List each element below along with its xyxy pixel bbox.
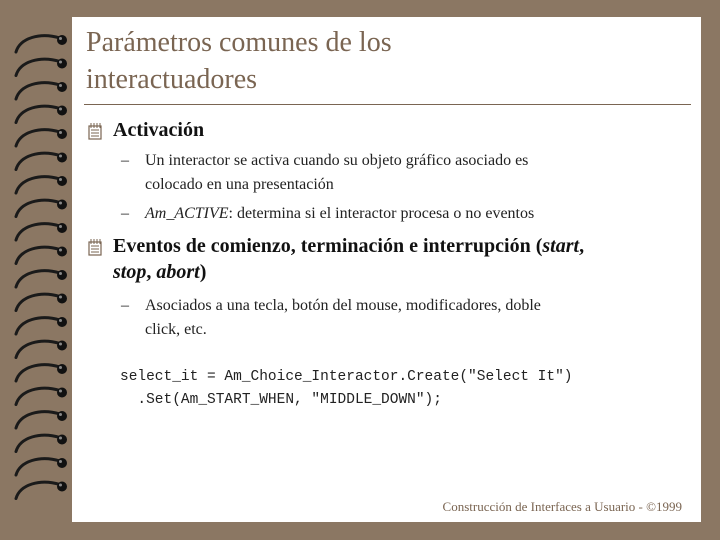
spiral-ring-icon (16, 247, 67, 264)
spiral-ring-icon (16, 364, 67, 381)
dash-marker: – (121, 152, 129, 169)
slide-footer: Construcción de Interfaces a Usuario - ©1999 (442, 499, 682, 514)
spiral-binding (0, 0, 90, 540)
dash-marker: – (121, 297, 129, 314)
spiral-ring-icon (16, 129, 67, 146)
code-sample (120, 366, 572, 412)
sub-line-1: Asociados a una tecla, botón del mouse, modificadores, doble (145, 297, 541, 314)
slide-title (86, 24, 686, 98)
dash-marker: – (121, 205, 129, 222)
spiral-ring-icon (16, 35, 67, 52)
spiral-ring-icon (16, 106, 67, 123)
spiral-ring-icon (16, 435, 67, 452)
sub-bullet-asociados (121, 294, 681, 342)
sub-bullet-activation-desc (121, 149, 681, 197)
sub-line-2: click, etc. (145, 321, 207, 338)
spiral-ring-icon (16, 411, 67, 428)
spiral-ring-icon (16, 82, 67, 99)
spiral-ring-icon (16, 59, 67, 76)
title-line-2: interactuadores (86, 64, 258, 95)
am-active-desc: : determina si el interactor procesa o no eventos (228, 205, 535, 222)
comma: , (579, 235, 585, 257)
spiral-ring-icon (16, 294, 67, 311)
spiral-ring-icon (16, 458, 67, 475)
spiral-ring-icon (16, 388, 67, 405)
spiral-ring-icon (16, 200, 67, 217)
sub-line-1: Un interactor se activa cuando su objeto gráfico asociado es (145, 152, 529, 169)
spiral-ring-icon (16, 153, 67, 170)
spiral-ring-icon (16, 223, 67, 240)
sub-line-2: colocado en una presentación (145, 176, 334, 193)
notepad-bullet-icon (88, 238, 104, 256)
separator: , (146, 261, 157, 283)
title-line-1: Parámetros comunes de los (86, 27, 392, 58)
title-divider (84, 104, 691, 105)
spiral-ring-icon (16, 341, 67, 358)
code-line-1: select_it = Am_Choice_Interactor.Create("Select It") (120, 369, 573, 385)
spiral-ring-icon (16, 317, 67, 334)
spiral-ring-icon (16, 270, 67, 287)
bullet-activacion: Activación (113, 119, 205, 141)
stop-term: stop (113, 261, 147, 283)
am-active-term: Am_ACTIVE (145, 205, 229, 222)
code-line-2: .Set(Am_START_WHEN, "MIDDLE_DOWN"); (120, 392, 442, 408)
notepad-bullet-icon (88, 122, 104, 140)
abort-term: abort (156, 261, 200, 283)
spiral-ring-icon (16, 176, 67, 193)
sub-bullet-am-active (121, 202, 681, 226)
bullet-eventos (113, 233, 693, 285)
close-paren: ) (199, 261, 207, 283)
eventos-text: Eventos de comienzo, terminación e interrupción ( (113, 235, 543, 257)
start-term: start (542, 235, 580, 257)
spiral-ring-icon (16, 482, 67, 499)
